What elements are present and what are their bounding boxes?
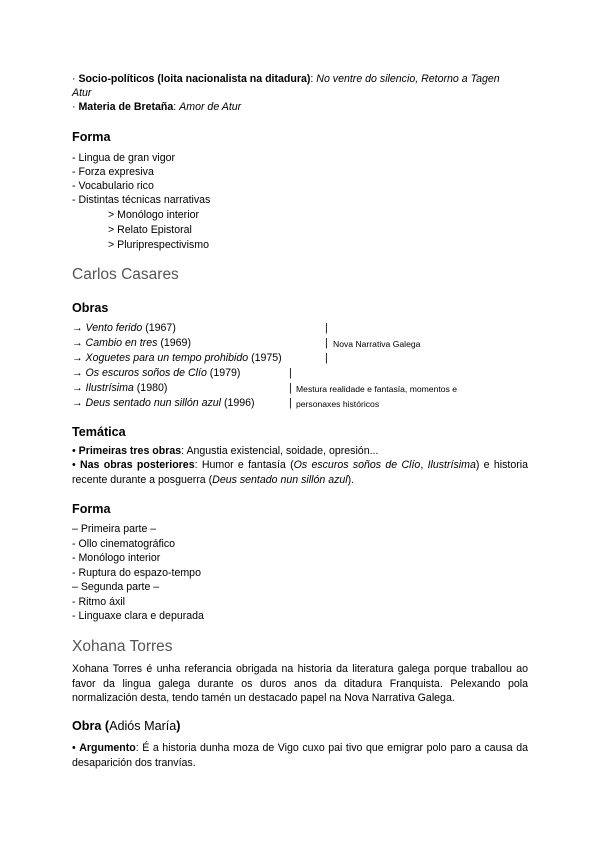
work-item: → Deus sentado nun sillón azul (1996): [72, 397, 255, 409]
forma-heading-2: Forma: [72, 502, 111, 516]
note-nova-narrativa: Nova Narrativa Galega: [333, 339, 421, 349]
forma1-item: - Vocabulario rico: [72, 180, 154, 192]
divider-bar: |: [289, 367, 292, 379]
work-item: → Ilustrísima (1980): [72, 382, 168, 394]
work-item: → Xoguetes para un tempo prohibido (1975): [72, 352, 282, 364]
forma2-item: - Linguaxe clara e depurada: [72, 610, 204, 622]
forma1-subitem: > Relato Epistoral: [108, 224, 192, 236]
tematica-heading: Temática: [72, 425, 126, 439]
socio-works: No ventre do silencio, Retorno a Tagen: [316, 73, 500, 85]
tematica-item-1: • Primeiras tres obras: Angustia existencial, soidade, opresión...: [72, 445, 379, 457]
forma1-item: - Distintas técnicas narrativas: [72, 194, 211, 206]
breta-works: Amor de Atur: [179, 101, 242, 113]
divider-bar: |: [289, 397, 292, 409]
forma1-subitem: > Monólogo interior: [108, 209, 199, 221]
obra-heading: Obra (Adiós María): [72, 719, 181, 733]
forma1-subitem: > Pluriprespectivismo: [108, 239, 209, 251]
obras-heading: Obras: [72, 301, 109, 315]
author-heading-torres: Xohana Torres: [72, 638, 173, 655]
divider-bar: |: [325, 322, 328, 334]
breta-line: · Materia de Bretaña: Amor de Atur: [72, 101, 242, 113]
work-item: → Vento ferido (1967): [72, 322, 176, 334]
socio-line: · Socio-políticos (loita nacionalista na ditadura): No ventre do silencio, Retorno a Tagen: [72, 73, 500, 85]
breta-label: Materia de Bretaña: [78, 101, 174, 113]
forma1-item: - Forza expresiva: [72, 166, 154, 178]
note-mestura: Mestura realidade e fantasía, momentos e: [296, 384, 457, 394]
forma2-item: - Monólogo interior: [72, 552, 161, 564]
forma1-item: - Lingua de gran vigor: [72, 152, 176, 164]
divider-bar: |: [325, 337, 328, 349]
socio-works-cont: Atur: [72, 87, 92, 99]
socio-label: Socio-políticos (loita nacionalista na ditadura): [78, 73, 311, 85]
torres-paragraph: Xohana Torres é unha referancia obrigada na historia da literatura galega porque traballou ao favor da lingua galega durante os duros anos da ditadura Franquista. Pelexando pola normalización desta, tendo tamén un destacado papel na Nova Narrativa Galega.: [72, 663, 528, 705]
tematica-item-2: • Nas obras posteriores: Humor e fantasía (Os escuros soños de Clío, Ilustrísima) e historia recente durante a posguerra (Deus sentado nun sillón azul).: [72, 459, 528, 486]
forma2-item: - Ruptura do espazo-tempo: [72, 567, 201, 579]
divider-bar: |: [289, 382, 292, 394]
work-item: → Cambio en tres (1969): [72, 337, 191, 349]
note-personaxes: personaxes históricos: [296, 399, 380, 409]
divider-bar: |: [325, 352, 328, 364]
forma-heading-1: Forma: [72, 130, 111, 144]
forma2-item: - Ollo cinematográfico: [72, 538, 176, 550]
author-heading-casares: Carlos Casares: [72, 266, 179, 283]
forma2-item: - Ritmo áxil: [72, 596, 125, 608]
forma2-item: – Primeira parte –: [72, 523, 157, 535]
argumento-paragraph: • Argumento: É a historia dunha moza de Vigo cuxo pai tivo que emigrar polo paro a causa da desaparición dos tranvías.: [72, 742, 528, 769]
work-item: → Os escuros soños de Clío (1979): [72, 367, 241, 379]
forma2-item: – Segunda parte –: [72, 581, 160, 593]
